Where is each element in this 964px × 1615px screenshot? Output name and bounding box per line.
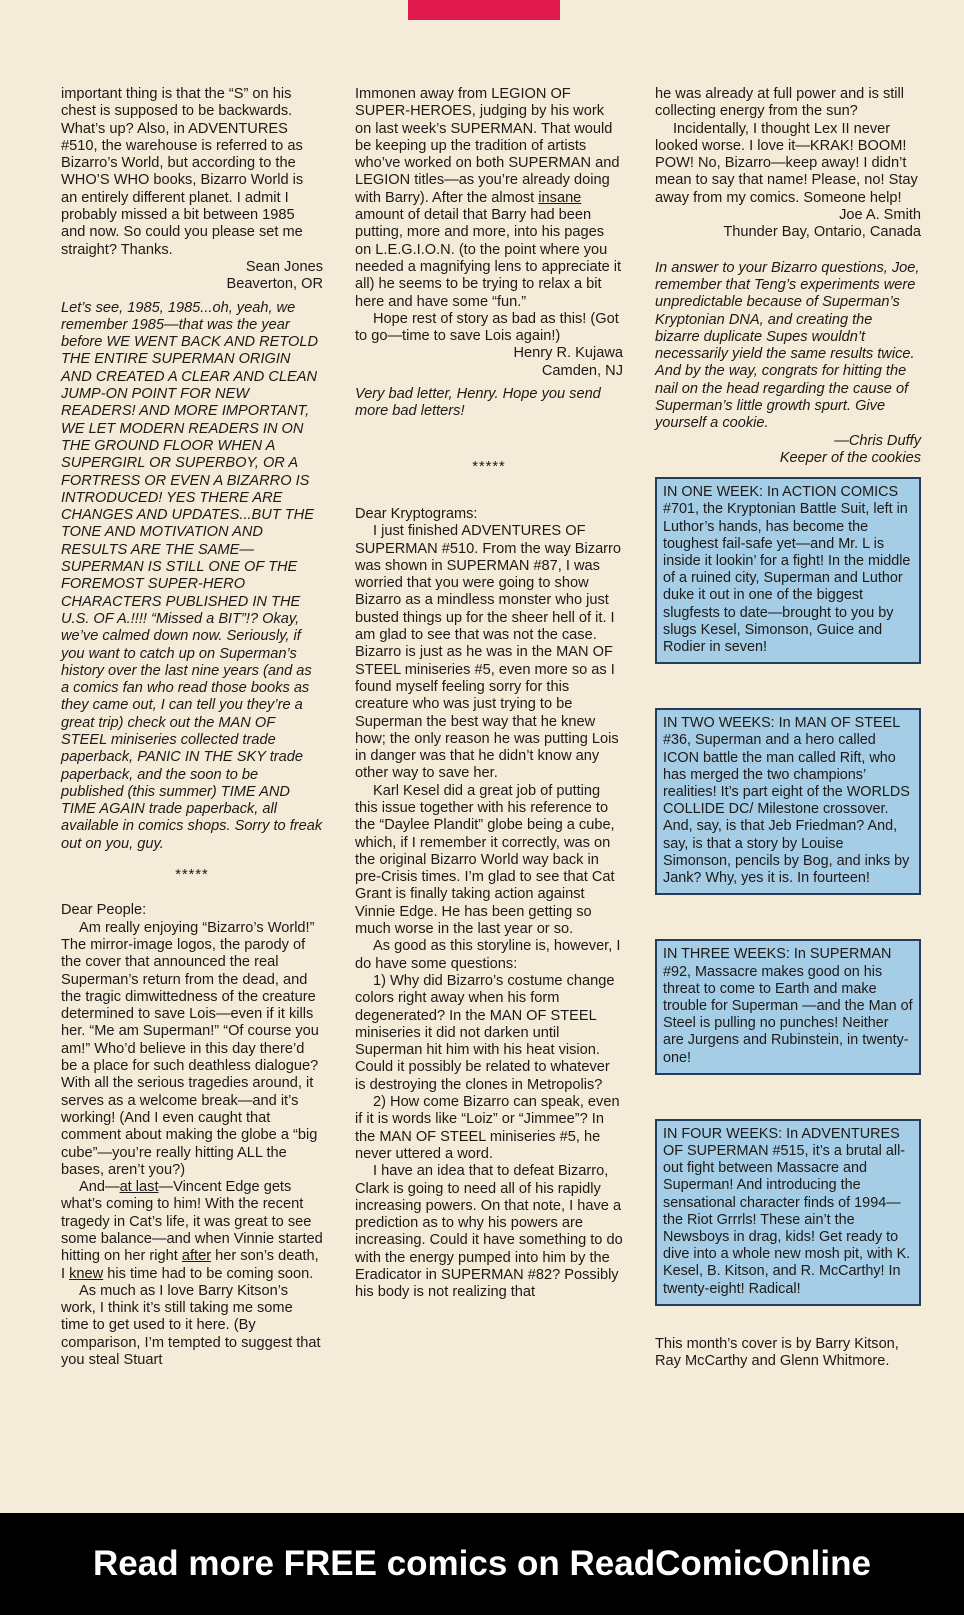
- letter-2-salutation: Dear People:: [61, 902, 147, 919]
- letter-2-signature-place: Camden, NJ: [541, 362, 623, 379]
- editor-reply-1: Let’s see, 1985, 1985...oh, yeah, we remember 1985—that was the year before WE WENT BACK AND RETOLD THE ENTIRE SUPERMAN ORIGIN AND CREATED A CLEAR AND CLEAN JUMP-ON POINT FOR NEW READERS! AND MORE IMPORTANT, WE LET MODERN READERS IN ON THE GROUND FLOOR WHEN A SUPERGIRL OR SUPERBOY, OR A FORTRESS OR EVEN A BIZARRO IS INTRODUCED! YES THERE ARE CHANGES AND UPDATES...BUT THE TONE AND MOTIVATION AND RESULTS ARE THE SAME—SUPERMAN IS STILL ONE OF THE FOREMOST SUPER-HERO CHARACTERS PUBLISHED IN THE U.S. OF A.!!!! “Missed a BIT”!? Okay, we’ve calmed down now. Seriously, if you want to catch up on Superman’s history over the last nine years (and as a comics fan who read those books as they came out, I can tell you they’re a great trip) check out the MAN OF STEEL miniseries collected trade paperback, PANIC IN THE SKY trade paperback, and the soon to be published (this summer) TIME AND TIME AGAIN trade paperback, all available in comics shops. Sorry to freak out on you, guy.: [61, 299, 323, 852]
- editor-reply-3: In answer to your Bizarro questions, Joe, remember that Teng’s experiments were unpredictable because of Superman’s Kryptonian DNA, and creating the bizarre duplicate Supes wouldn’t necessarily yield the same results twice. And by the way, congrats for hitting the nail on the head regarding the cause of Superman’s little growth spurt. Give yourself a cookie.: [655, 259, 920, 432]
- letter-3-continued: he was already at full power and is still collecting energy from the sun?: [655, 86, 905, 120]
- promo-footer-banner[interactable]: [0, 1513, 964, 1615]
- letters-column-2: [355, 86, 623, 1302]
- preview-box-three-weeks: IN THREE WEEKS: In SUPERMAN #92, Massacre makes good on his threat to come to Earth and make trouble for Superman —and the Man of Steel is pulling no punches! Neither are Jurgens and Rubinstein, in twenty-one!: [655, 939, 921, 1074]
- letter-2-paragraph: As much as I love Barry Kitson’s work, I think it’s still taking me some time to get used to it here. (By comparison, I’m tempted to suggest that you steal Stuart: [61, 1282, 321, 1369]
- letter-3-paragraph: I just finished ADVENTURES OF SUPERMAN #510. From the way Bizarro was shown in SUPERMAN #87, I was worried that you were going to show Bizarro as a mindless monster who just busted things up for the sheer hell of it. I am glad to see that was not the case. Bizarro is just as he was in the MAN OF STEEL miniseries #5, even more so as I found myself feeling sorry for this creature who was just trying to be Superman the best way that he knew how; the only reason he was putting Lois in danger was that he didn’t know any other way to save her.: [355, 523, 622, 782]
- letters-column-3: [655, 86, 921, 1370]
- letter-3-paragraph: Incidentally, I thought Lex II never looked worse. I love it—KRAK! BOOM! POW! No, Bizarro—keep away! I didn’t mean to say that name! Please, no! Stay away from my comics. Someone help!: [655, 120, 918, 206]
- letter-3-paragraph: As good as this storyline is, however, I do have some questions:: [355, 938, 621, 972]
- letter-3-paragraph: 2) How come Bizarro can speak, even if it is words like “Loiz” or “Jimmee”? In the MAN OF STEEL miniseries #5, he never uttered a word.: [355, 1094, 620, 1162]
- section-divider: *****: [472, 458, 506, 475]
- promo-footer-text[interactable]: Read more FREE comics on ReadComicOnline: [93, 1544, 871, 1583]
- letter-2-paragraph: And—at last—Vincent Edge gets what’s coming to him! With the recent tragedy in Cat’s life, it was great to see some balance—and when Vinnie started hitting on her right after her son’s death, I knew his time had to be coming soon.: [61, 1179, 323, 1282]
- preview-box-four-weeks: IN FOUR WEEKS: In ADVENTURES OF SUPERMAN #515, it’s a brutal all-out fight between Massacre and Superman! And introducing the sensational character finds of 1994—the Riot Grrrls! These ain’t the Newsboys in drag, kids! Get ready to dive into a whole new mosh pit, with K. Kesel, B. Kitson, and R. McCarthy! In twenty-eight! Radical!: [655, 1119, 921, 1306]
- cover-credit: This month’s cover is by Barry Kitson, Ray McCarthy and Glenn Whitmore.: [655, 1335, 899, 1370]
- editor-title: Keeper of the cookies: [779, 449, 921, 466]
- letter-3-paragraph: Karl Kesel did a great job of putting this issue together with his reference to the “Daylee Plandit” globe being a cube, which, if I remember it correctly, was on the original Bizarro World way back in pre-Crisis times. I’m glad to see that Cat Grant is finally taking action against Vinnie Edge. He has been getting so much worse in the last year or so.: [355, 782, 615, 938]
- letters-column-1: [61, 86, 323, 1369]
- editor-signature: —Chris Duffy: [834, 432, 921, 449]
- letter-2-closing: Hope rest of story as bad as this! (Got to go—time to save Lois again!): [355, 310, 619, 345]
- letter-3-signature-name: Joe A. Smith: [839, 207, 921, 224]
- letter-3-salutation: Dear Kryptograms:: [355, 505, 478, 522]
- letter-2-signature-name: Henry R. Kujawa: [513, 345, 623, 362]
- preview-box-one-week: IN ONE WEEK: In ACTION COMICS #701, the Kryptonian Battle Suit, left in Luthor’s hands, has become the toughest fail-safe yet—and Mr. L is inside it lookin’ for a fight! In the middle of a ruined city, Superman and Luthor duke it out in one of the biggest slugfests to date—brought to you by slugs Kesel, Simonson, Guice and Rodier in seven!: [655, 477, 921, 664]
- letter-1-body: important thing is that the “S” on his chest is supposed to be backwards. What’s up? Also, in ADVENTURES #510, the warehouse is referred to as Bizarro’s World, but according to the WHO’S WHO books, Bizarro World is an entirely different planet. I admit I probably missed a bit between 1985 and now. So could you please set me straight? Thanks.: [61, 86, 304, 258]
- letter-3-signature-place: Thunder Bay, Ontario, Canada: [723, 224, 921, 241]
- letter-1-signature-place: Beaverton, OR: [226, 276, 323, 293]
- letter-1-signature-name: Sean Jones: [245, 258, 323, 275]
- preview-box-two-weeks: IN TWO WEEKS: In MAN OF STEEL #36, Superman and a hero called ICON battle the man called Rift, who has merged the two champions’ realities! It’s part eight of the WORLDS COLLIDE DC/ Milestone crossover. And, say, is that Jeb Friedman? And, say, is that a story by Louise Simonson, pencils by Bog, and inks by Jank? Why, yes it is. In fourteen!: [655, 708, 921, 895]
- top-accent-tab: [408, 0, 560, 20]
- letter-2-paragraph: Am really enjoying “Bizarro’s World!” The mirror-image logos, the parody of the cover that announced the real Superman’s return from the dead, and the tragic dimwittedness of the creature determined to save Lois—even if it kills her. “Me am Superman!” “Of course you am!” Who’d believe in this day there’d be a place for such deathless dialogue? With all the serious tragedies around, it serves as a welcome break—and it’s working! (And I even caught that comment about making the globe a “big cube”—you’re really hitting ALL the bases, aren’t you?): [61, 919, 319, 1178]
- letter-3-paragraph: I have an idea that to defeat Bizarro, Clark is going to need all of his rapidly increasing powers. On that note, I have a prediction as to why his powers are increasing. Could it have something to do with the energy pumped into him by the Eradicator in SUPERMAN #82? Possibly his body is not realizing that: [355, 1163, 623, 1301]
- letter-3-paragraph: 1) Why did Bizarro’s costume change colors right away when his form degenerated? In the MAN OF STEEL miniseries it did not darken until Superman hit him with his heat vision. Could it possibly be related to whatever is destroying the clones in Metropolis?: [355, 972, 615, 1093]
- section-divider: *****: [175, 867, 209, 884]
- letter-2-continued: Immonen away from LEGION OF SUPER-HEROES, judging by his work on last week’s SUPERMAN. That would be keeping up the tradition of artists who’ve worked on both SUPERMAN and LEGION titles—as you’re already doing with Barry). After the almost insane amount of detail that Barry had been putting, more and more, into his pages on L.E.G.I.O.N. (to the point where you needed a magnifying lens to appreciate it all) he seems to be trying to relax a bit here and have some “fun.”: [355, 86, 622, 310]
- editor-reply-2: Very bad letter, Henry. Hope you send more bad letters!: [355, 386, 601, 420]
